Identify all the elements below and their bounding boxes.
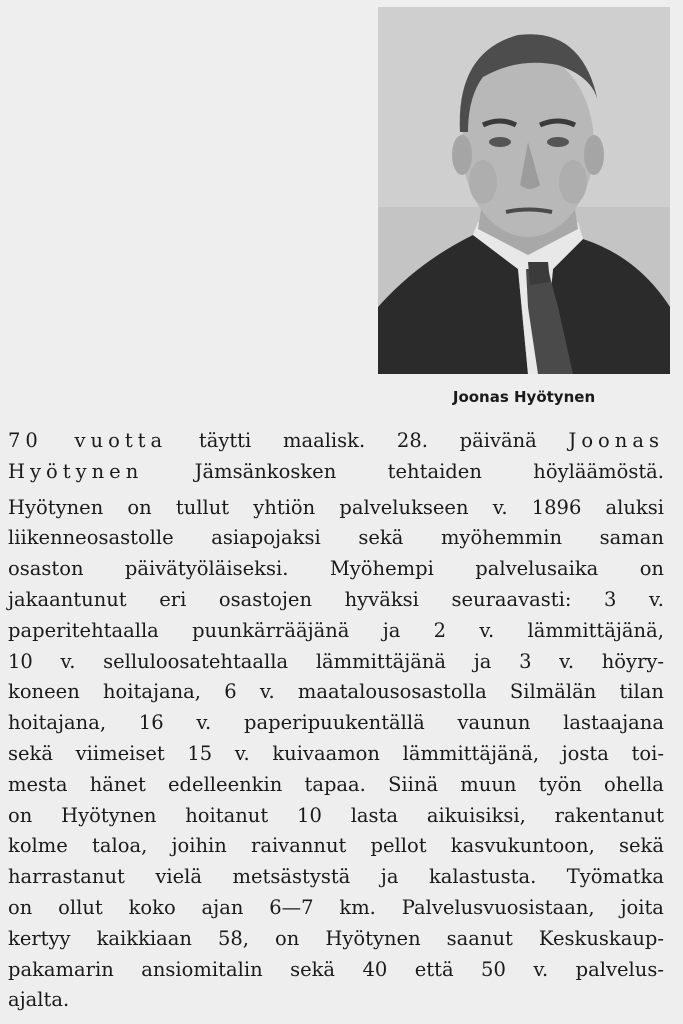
intro-line-2 (8, 457, 664, 488)
body-word: 10 (8, 649, 33, 673)
body-word: v. (492, 495, 508, 519)
body-word: Hyötynen (325, 926, 421, 950)
body-line (8, 677, 664, 708)
body-word: hoitajana, (102, 680, 202, 704)
body-word: 6 (224, 680, 237, 704)
body-word: kasvukuntoon, (450, 834, 595, 858)
body-word: sekä (358, 526, 404, 550)
body-word: koneen (8, 680, 80, 704)
body-line (8, 955, 664, 986)
intro-line-1 (8, 426, 664, 457)
body-word: on (127, 495, 152, 519)
body-word: eri (159, 587, 187, 611)
body-word: ansiomitalin (141, 957, 263, 981)
body-word: osastojen (218, 587, 313, 611)
body-word: on (275, 926, 300, 950)
body-word: ja (380, 865, 399, 889)
body-word: lastaajana (563, 711, 664, 735)
body-word: kuivaamon (272, 741, 380, 765)
body-word: ajalta. (8, 988, 70, 1012)
body-word: sekä (8, 741, 53, 765)
body-word: Työmatka (566, 865, 664, 889)
body-word: v. (559, 649, 575, 673)
body-word: harrastanut (8, 865, 125, 889)
body-word: asiapojaksi (211, 526, 321, 550)
body-word: työn (538, 772, 582, 796)
body-word: 15 (187, 741, 213, 765)
body-word: v. (479, 618, 495, 642)
body-word: rakentanut (554, 803, 664, 827)
body-line (8, 493, 664, 524)
body-word: myöhemmin (440, 526, 563, 550)
body-word: pellot (370, 834, 427, 858)
body-word: Myöhempi (329, 557, 434, 581)
body-line (8, 862, 664, 893)
body-word: päivätyöläiseksi. (124, 557, 289, 581)
intro-word: tehtaiden (387, 459, 482, 483)
intro-word: maalisk. (282, 429, 366, 452)
body-line (8, 739, 664, 770)
body-line (8, 616, 664, 647)
body-word: paperipuukentällä (244, 711, 425, 735)
body-word: km. (339, 895, 376, 919)
body-word: toi- (631, 741, 664, 765)
body-line (8, 554, 664, 585)
body-line (8, 801, 664, 832)
body-word: saanut (446, 926, 513, 950)
body-word: kaikkiaan (96, 926, 192, 950)
body-word: osaston (8, 557, 84, 581)
body-word: v. (649, 587, 664, 611)
body-word: Silmälän (509, 680, 597, 704)
portrait-icon (378, 7, 670, 374)
body-line (8, 770, 664, 801)
body-word: lasta (350, 803, 399, 827)
body-word: 40 (362, 957, 388, 981)
body-word: hyväksi (344, 587, 419, 611)
body-word: hänet (89, 772, 146, 796)
body-line (8, 985, 664, 1016)
body-word: v. (259, 680, 275, 704)
body-word: sekä (618, 834, 664, 858)
body-word: aluksi (605, 495, 664, 519)
body-word: seuraavasti: (451, 587, 572, 611)
intro-word: 70 (8, 429, 43, 452)
body-word: joita (620, 895, 664, 919)
body-word: tilan (619, 680, 664, 704)
body-word: selluloosatehtaalla (103, 649, 289, 673)
intro-word: Jämsänkosken (194, 459, 337, 483)
intro-word: vuotta (74, 429, 168, 452)
body-word: hoitanut (185, 803, 269, 827)
body-word: tullut (175, 495, 230, 519)
body-word: ollut (58, 895, 103, 919)
body-word: on (8, 895, 33, 919)
article-body (8, 493, 664, 1017)
body-word: v. (533, 957, 549, 981)
body-line (8, 893, 664, 924)
body-word: joihin (171, 834, 227, 858)
body-word: muun (460, 772, 517, 796)
body-word: liikenneosastolle (8, 526, 174, 550)
body-word: Hyötynen (8, 495, 104, 519)
body-word: viimeiset (75, 741, 165, 765)
body-word: josta (561, 741, 609, 765)
body-word: 16 (138, 711, 164, 735)
body-word: yhtiön (253, 495, 316, 519)
body-line (8, 523, 664, 554)
intro-word: Hyötynen (8, 459, 144, 483)
body-word: maatalousosastolla (297, 680, 487, 704)
body-word: ajan (201, 895, 244, 919)
body-word: vielä (155, 865, 203, 889)
body-word: ja (382, 618, 401, 642)
body-word: v. (196, 711, 212, 735)
body-word: ohella (604, 772, 664, 796)
body-word: lämmittäjänä, (402, 741, 540, 765)
body-word: 1896 (531, 495, 582, 519)
body-word: metsästystä (232, 865, 351, 889)
body-word: 2 (433, 618, 447, 642)
body-word: 6—7 (269, 895, 314, 919)
body-word: on (8, 803, 33, 827)
body-word: Hyötynen (61, 803, 157, 827)
intro-word: Joonas (568, 429, 664, 452)
body-word: 50 (481, 957, 506, 981)
body-word: lämmittäjänä, (527, 618, 664, 642)
body-word: mesta (8, 772, 68, 796)
body-word: 3 (604, 587, 617, 611)
body-word: hoitajana, (8, 711, 107, 735)
body-line (8, 831, 664, 862)
body-word: Palvelusvuosistaan, (401, 895, 595, 919)
body-word: että (414, 957, 454, 981)
body-word: höyry- (601, 649, 664, 673)
intro-word: 28. (396, 429, 428, 452)
body-word: palvelus- (575, 957, 664, 981)
body-word: aikuisiksi, (426, 803, 526, 827)
body-word: on (639, 557, 664, 581)
body-word: ja (473, 649, 492, 673)
body-word: kalastusta. (428, 865, 537, 889)
body-word: 3 (519, 649, 532, 673)
body-line (8, 924, 664, 955)
body-word: edelleenkin (168, 772, 283, 796)
body-word: vaunun (457, 711, 531, 735)
article-text (8, 426, 664, 1016)
body-word: Keskuskaup- (538, 926, 664, 950)
body-word: raivannut (251, 834, 347, 858)
intro-word: päivänä (459, 429, 537, 452)
body-word: saman (599, 526, 664, 550)
body-word: 10 (297, 803, 322, 827)
body-word: paperitehtaalla (8, 618, 159, 642)
body-line (8, 708, 664, 739)
body-word: Siinä (388, 772, 439, 796)
body-word: v. (60, 649, 76, 673)
body-word: puunkärrääjänä (192, 618, 350, 642)
body-word: palvelukseen (339, 495, 469, 519)
photo-caption: Joonas Hyötynen (452, 388, 596, 406)
body-word: sekä (290, 957, 336, 981)
body-word: kolme (8, 834, 68, 858)
body-word: pakamarin (8, 957, 114, 981)
body-word: palvelusaika (475, 557, 599, 581)
intro-word: täytti (198, 429, 252, 452)
intro-word: höyläämöstä. (533, 459, 664, 483)
body-line (8, 647, 664, 678)
body-line (8, 585, 664, 616)
body-word: tapaa. (304, 772, 366, 796)
body-word: lämmittäjänä (315, 649, 447, 673)
body-word: v. (234, 741, 250, 765)
body-word: koko (128, 895, 176, 919)
body-word: kertyy (8, 926, 71, 950)
body-word: taloa, (92, 834, 148, 858)
portrait-photo (378, 7, 670, 374)
body-word: 58, (217, 926, 249, 950)
body-word: jakaantunut (8, 587, 127, 611)
